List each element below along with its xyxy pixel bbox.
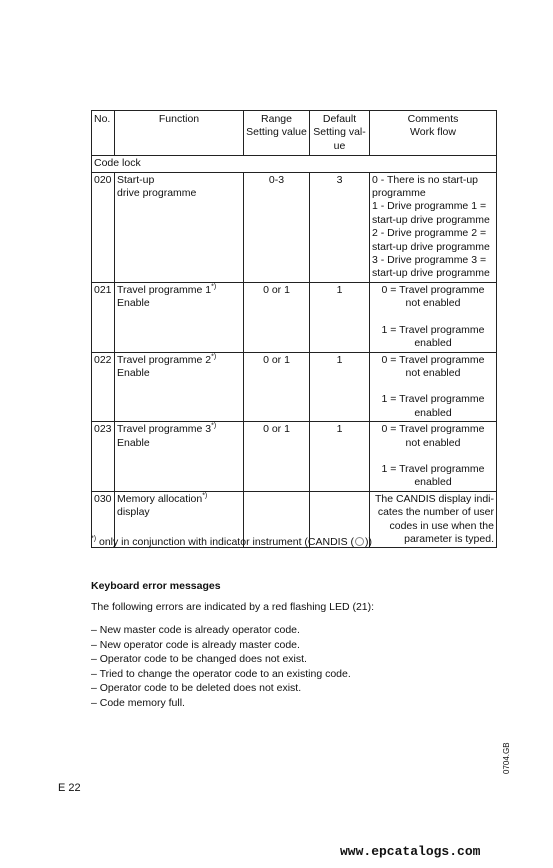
parameter-table xyxy=(91,110,497,548)
row-comments: 0 - There is no start-up programme 1 - Drive programme 1 = start-up drive programme 2 - Drive programme 2 = start-up drive programme 3 - Drive programme 3 = start-up drive programme xyxy=(370,172,497,282)
table-row xyxy=(92,282,497,352)
row-comments: The CANDIS display indi- cates the number of user codes in use when the parameter is typed. xyxy=(370,491,497,548)
row-range: 0 or 1 xyxy=(244,422,310,492)
section-title: Code lock xyxy=(92,156,497,172)
keyboard-errors-list xyxy=(91,623,351,711)
row-no: 023 xyxy=(92,422,115,492)
row-no: 020 xyxy=(92,172,115,282)
footnote-mark: *) xyxy=(211,353,217,360)
row-no: 030 xyxy=(92,491,115,548)
row-default: 1 xyxy=(310,282,370,352)
row-comments: 0 = Travel programme not enabled 1 = Travel programme enabled xyxy=(370,352,497,422)
header-comments: Comments Work flow xyxy=(370,111,497,156)
row-range: 0 or 1 xyxy=(244,282,310,352)
list-item: – New operator code is already master code. xyxy=(91,638,300,651)
footnote-mark: *) xyxy=(202,492,208,500)
table-footnote: *) only in conjunction with indicator instrument (CANDIS ( )) xyxy=(91,535,372,548)
candis-circle-icon xyxy=(355,537,364,546)
row-function: Memory allocation*) display xyxy=(115,491,244,548)
header-function: Function xyxy=(115,111,244,156)
row-comments: 0 = Travel programme not enabled 1 = Travel programme enabled xyxy=(370,422,497,492)
list-item: – New master code is already operator code. xyxy=(91,624,300,636)
header-default: Default Setting val- ue xyxy=(310,111,370,156)
list-item: – Code memory full. xyxy=(91,696,185,709)
list-item: – Tried to change the operator code to an existing code. xyxy=(91,667,351,680)
row-no: 022 xyxy=(92,352,115,422)
row-no: 021 xyxy=(92,282,115,352)
row-range: 0-3 xyxy=(244,172,310,282)
header-no: No. xyxy=(92,111,115,156)
list-item: – Operator code to be changed does not exist. xyxy=(91,653,307,666)
row-function: Travel programme 2*) Enable xyxy=(115,352,244,422)
website-watermark: www.epcatalogs.com xyxy=(340,844,481,859)
row-default: 3 xyxy=(310,172,370,282)
keyboard-errors-intro: The following errors are indicated by a red flashing LED (21): xyxy=(91,601,375,613)
footnote-mark: *) xyxy=(211,283,217,291)
footnote-mark: *) xyxy=(211,422,217,430)
document-code: 0704.GB xyxy=(502,742,511,774)
row-default: 1 xyxy=(310,352,370,422)
row-function: Start-up drive programme xyxy=(115,172,244,282)
section-row-code-lock xyxy=(92,156,497,172)
table-row xyxy=(92,352,497,422)
row-range: 0 or 1 xyxy=(244,352,310,422)
page-number: E 22 xyxy=(58,782,81,794)
table-row xyxy=(92,422,497,492)
row-default: 1 xyxy=(310,422,370,492)
table-header-row xyxy=(92,111,497,156)
header-range: Range Setting value xyxy=(244,111,310,156)
row-comments: 0 = Travel programme not enabled 1 = Travel programme enabled xyxy=(370,282,497,352)
list-item: – Operator code to be deleted does not exist. xyxy=(91,682,302,695)
footnote-mark: *) xyxy=(91,535,97,543)
row-function: Travel programme 3*) Enable xyxy=(115,422,244,492)
keyboard-errors-heading: Keyboard error messages xyxy=(91,580,221,592)
row-function: Travel programme 1*) Enable xyxy=(115,282,244,352)
table-row xyxy=(92,172,497,282)
